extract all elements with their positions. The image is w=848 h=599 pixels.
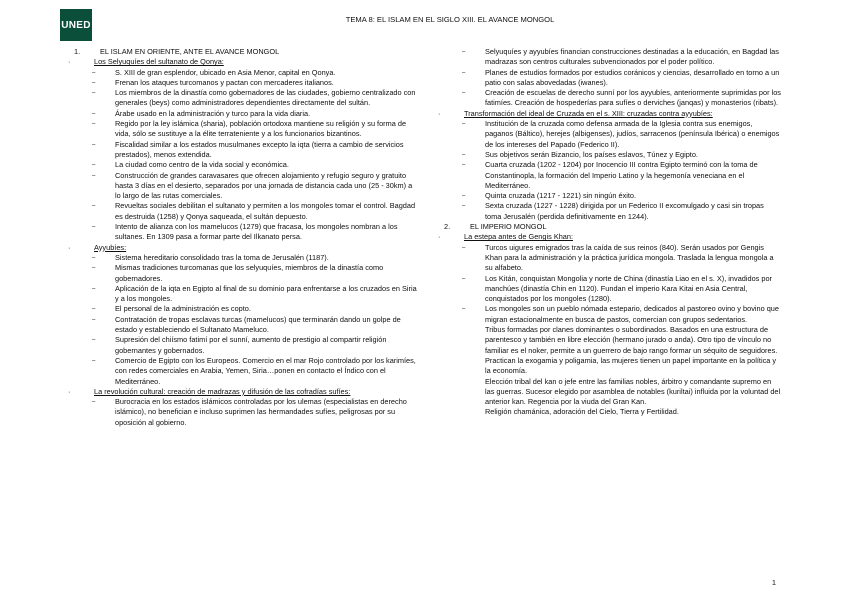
subsection-heading bbox=[62, 57, 417, 67]
bullet-icon: – bbox=[92, 110, 96, 117]
subsection-title: La revolución cultural: creación de madrazas y difusión de las cofradías sufíes: bbox=[94, 386, 351, 396]
bullet-icon: – bbox=[462, 121, 466, 128]
bullet-icon: – bbox=[92, 224, 96, 231]
right-column bbox=[432, 47, 782, 418]
logo-text: UNED bbox=[61, 19, 91, 31]
section-heading bbox=[432, 222, 782, 232]
list-item bbox=[62, 201, 417, 222]
bullet-icon: – bbox=[92, 79, 96, 86]
bullet-icon: – bbox=[462, 162, 466, 169]
bullet-icon: – bbox=[92, 399, 96, 406]
list-item-text: Selyuquíes y ayyubíes financian construcciones destinadas a la educación, en Bagdad las madrazas son centros culturales subvencionados por el poder político. bbox=[485, 47, 779, 67]
list-item bbox=[432, 88, 782, 109]
list-item bbox=[62, 109, 417, 119]
list-item bbox=[432, 304, 782, 325]
list-item bbox=[432, 243, 782, 274]
uned-logo bbox=[60, 9, 92, 41]
list-item bbox=[62, 160, 417, 170]
bullet-icon: – bbox=[462, 69, 466, 76]
bullet-list bbox=[432, 243, 782, 325]
bullet-icon: – bbox=[462, 151, 466, 158]
list-item bbox=[62, 263, 417, 284]
subsection-title: La estepa antes de Gengis Khan: bbox=[464, 232, 574, 242]
list-item-text: Sus objetivos serán Bizancio, los países eslavos, Túnez y Egipto. bbox=[485, 149, 698, 159]
list-item-text: Cuarta cruzada (1202 - 1204) por Inocencio III contra Egipto terminó con la toma de Constantinopla, la formación del Imperio Latino y la hegemonía veneciana en el Mediterráneo. bbox=[485, 160, 758, 190]
list-item bbox=[432, 47, 782, 68]
bullet-icon: – bbox=[92, 162, 96, 169]
bullet-icon: – bbox=[92, 203, 96, 210]
bullet-icon: – bbox=[462, 193, 466, 200]
paragraph: Elección tribal del kan o jefe entre las familias nobles, árbitro y comandante supremo en las guerras. Sucesor elegido por asamblea de notables (kuriltai) influida por la voluntad del anterior kan. Regencia por la viuda del Gran Kan. bbox=[485, 376, 781, 407]
list-item-text: Frenan los ataques turcomanos y pactan con mercaderes italianos. bbox=[115, 77, 334, 87]
section-heading bbox=[62, 47, 417, 57]
bullet-icon: – bbox=[462, 306, 466, 313]
left-column bbox=[62, 47, 417, 428]
bullet-list bbox=[432, 119, 782, 222]
list-item bbox=[62, 222, 417, 243]
list-item-text: Revueltas sociales debilitan el sultanato y permiten a los mongoles tomar el control. Bagdad es destruida (1258) y Qonya saqueada, el sultán depuesto. bbox=[115, 201, 416, 221]
list-item bbox=[432, 68, 782, 89]
subsection-title: Transformación del ideal de Cruzada en el s. XIII: cruzadas contra ayyubíes: bbox=[464, 108, 713, 118]
list-item-text: Sexta cruzada (1227 - 1228) dirigida por un Federico II excomulgado y casi sin tropas toma Jerusalén (perdida definitivamente en 1244). bbox=[485, 201, 764, 221]
subsection-bullet: · bbox=[68, 386, 71, 396]
subsection-heading bbox=[432, 109, 782, 119]
list-item bbox=[432, 191, 782, 201]
list-item bbox=[62, 78, 417, 88]
list-item bbox=[62, 119, 417, 140]
list-item-text: S. XIII de gran esplendor, ubicado en Asia Menor, capital en Qonya. bbox=[115, 67, 336, 77]
subsection-bullet: · bbox=[68, 57, 71, 67]
bullet-list bbox=[62, 397, 417, 428]
bullet-icon: – bbox=[92, 69, 96, 76]
list-item bbox=[62, 140, 417, 161]
paragraph: Tribus formadas por clanes dominantes o subordinados. Basados en una estructura de parentesco y también en libre elección (hermano jurado o anda). Otro tipo de vínculo no familiar es el noker, permite a un guerrero de bajo rango formar un séquito de seguidores. bbox=[485, 325, 778, 355]
section-number: 2. bbox=[444, 222, 451, 232]
bullet-icon: – bbox=[462, 275, 466, 282]
list-item-text: Regido por la ley islámica (sharia), población ortodoxa mantiene su religión y su forma de vida, sólo se sustituye a la élite terrateniente y a los funcionarios bizantinos. bbox=[115, 119, 407, 139]
list-item-text: Creación de escuelas de derecho sunní por los ayyubíes, anteriormente suprimidas por los fatimíes. Creación de hospederías para sufíes o derviches (janqas) y monasterios (ribats). bbox=[485, 88, 781, 108]
list-item bbox=[62, 253, 417, 263]
bullet-list bbox=[432, 47, 782, 109]
bullet-icon: – bbox=[92, 254, 96, 261]
bullet-icon: – bbox=[92, 285, 96, 292]
list-item-text: Planes de estudios formados por estudios coránicos y ciencias, desarrollado en torno a un patio con salas abovedadas (iwanes). bbox=[485, 67, 780, 87]
list-item bbox=[62, 335, 417, 356]
list-item bbox=[62, 315, 417, 336]
bullet-list bbox=[62, 253, 417, 387]
list-item bbox=[432, 150, 782, 160]
bullet-icon: – bbox=[92, 90, 96, 97]
list-item-text: Los mongoles son un pueblo nómada estepario, dedicados al pastoreo ovino y bovino que migran estacionalmente en busca de pastos, comercian con grupos sedentarios. bbox=[485, 304, 779, 324]
list-item bbox=[432, 274, 782, 305]
list-item bbox=[62, 304, 417, 314]
list-item-text: Intento de alianza con los mamelucos (1279) que fracasa, los mongoles nombran a los sultanes. En 1309 pasa a formar parte del Ilkanato persa. bbox=[115, 222, 398, 242]
bullet-list bbox=[62, 68, 417, 243]
list-item bbox=[62, 356, 417, 387]
list-item-text: Aplicación de la iqta en Egipto al final de su dominio para enfrentarse a los cruzados en Siria y a los mongoles. bbox=[115, 283, 417, 304]
subsection-bullet: · bbox=[68, 242, 71, 252]
page-number: 1 bbox=[771, 578, 776, 587]
section-title: EL IMPERIO MONGOL bbox=[470, 222, 547, 232]
bullet-icon: – bbox=[92, 306, 96, 313]
list-item-text: Construcción de grandes caravasares que ofrecen alojamiento y refugio seguro y gratuito hasta 3 días en el desierto, separados por una jornada de distancia cada uno (25 - 30km) a lo largo de las rutas comerciales. bbox=[115, 170, 413, 201]
bullet-icon: – bbox=[462, 244, 466, 251]
bullet-icon: – bbox=[462, 90, 466, 97]
list-item-text: Los miembros de la dinastía como gobernadores de las ciudades, gobierno centralizado con generales (beys) como administradores dependientes directamente del sultán. bbox=[115, 88, 416, 108]
bullet-icon: – bbox=[462, 203, 466, 210]
list-item-text: La ciudad como centro de la vida social y económica. bbox=[115, 160, 289, 170]
continuation-text bbox=[432, 325, 782, 418]
bullet-icon: – bbox=[92, 172, 96, 179]
paragraph: Religión chamánica, adoración del Cielo, Tierra y Fertilidad. bbox=[485, 407, 679, 417]
subsection-heading bbox=[432, 232, 782, 242]
list-item-text: Institución de la cruzada como defensa armada de la Iglesia contra sus enemigos, paganos (Báltico), herejes (albigenses), judíos, sarracenos (península Ibérica) o enemigos de los intereses del Papado (Federico II). bbox=[485, 119, 780, 149]
list-item-text: Contratación de tropas esclavas turcas (mamelucos) que terminarán dando un golpe de estado y estableciendo el Sultanato Mameluco. bbox=[115, 314, 401, 335]
list-item bbox=[62, 88, 417, 109]
list-item-text: Turcos uigures emigrados tras la caída de sus reinos (840). Serán usados por Gengis Khan para la administración y la práctica jurídica mongola. Traslada la lengua mongola a su alfabeto. bbox=[485, 242, 774, 273]
bullet-icon: – bbox=[92, 265, 96, 272]
list-item bbox=[432, 160, 782, 191]
list-item-text: Supresión del chiísmo fatimí por el sunní, aumento de prestigio al compartir religión gobernantes y gobernados. bbox=[115, 335, 387, 355]
list-item-text: Los Kitán, conquistan Mongolia y norte de China (dinastía Liao en el s. X), invadidos por manchúes (dinastía Chin en 1120). Fundan el imperio Kara Kitai en Asia Central, conquistados por los mongoles (1280). bbox=[485, 273, 772, 304]
section-number: 1. bbox=[74, 47, 81, 56]
list-item bbox=[62, 171, 417, 202]
list-item bbox=[432, 119, 782, 150]
subsection-heading bbox=[62, 243, 417, 253]
subsection-bullet: · bbox=[438, 232, 441, 242]
bullet-icon: – bbox=[92, 316, 96, 323]
list-item bbox=[62, 68, 417, 78]
paragraph: Practican la exogamia y poligamia, las mujeres tienen un papel importante en la política y la economía. bbox=[485, 355, 777, 376]
list-item bbox=[62, 397, 417, 428]
list-item-text: Fiscalidad similar a los estados musulmanes excepto la iqta (tierra a cambio de servicios prestados), menos extendida. bbox=[115, 139, 404, 159]
list-item-text: Mismas tradiciones turcomanas que los selyuquíes, miembros de la dinastía como gobernadores. bbox=[115, 263, 384, 283]
list-item bbox=[432, 201, 782, 222]
subsection-title: Ayyubíes: bbox=[94, 242, 127, 252]
bullet-icon: – bbox=[92, 357, 96, 364]
list-item-text: Sistema hereditario consolidado tras la toma de Jerusalén (1187). bbox=[115, 252, 329, 262]
bullet-icon: – bbox=[92, 141, 96, 148]
bullet-icon: – bbox=[92, 337, 96, 344]
subsection-heading bbox=[62, 387, 417, 397]
list-item-text: Árabe usado en la administración y turco para la vida diaria. bbox=[115, 108, 311, 118]
subsection-bullet: · bbox=[438, 108, 441, 118]
list-item-text: El personal de la administración es copto. bbox=[115, 304, 251, 314]
subsection-title: Los Selyuquíes del sultanato de Qonya: bbox=[94, 57, 224, 67]
bullet-icon: – bbox=[92, 121, 96, 128]
page-title: TEMA 8: EL ISLAM EN EL SIGLO XIII. EL AVANCE MONGOL bbox=[345, 15, 555, 24]
list-item-text: Comercio de Egipto con los Europeos. Comercio en el mar Rojo controlado por los karimíes, con redes comerciales en Arabia, Yemen, Siria…ponen en contacto el Índico con el Mediterráneo. bbox=[115, 355, 416, 386]
list-item-text: Quinta cruzada (1217 - 1221) sin ningún éxito. bbox=[485, 191, 637, 201]
bullet-icon: – bbox=[462, 49, 466, 55]
list-item bbox=[62, 284, 417, 305]
list-item-text: Burocracia en los estados islámicos controladas por los ulemas (especialistas en derecho islámico), no benefician e incluso suprimen las hermandades sufíes, peligrosas por su oposición al gobierno. bbox=[115, 397, 407, 427]
section-title: EL ISLAM EN ORIENTE, ANTE EL AVANCE MONGOL bbox=[100, 47, 280, 56]
